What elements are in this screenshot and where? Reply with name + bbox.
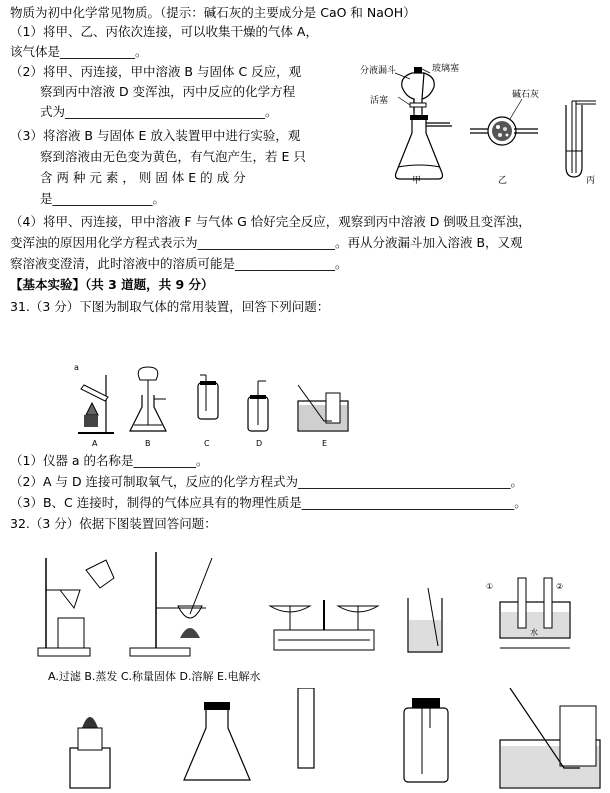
label-E: E [322, 439, 328, 448]
label-B: B [145, 439, 151, 448]
label-D: D [256, 439, 263, 448]
q3-line-4: 是________________。 [40, 191, 166, 206]
q1-line-1: （1）将甲、乙、丙依次连接，可以收集干燥的气体 A， [10, 24, 318, 39]
figure-gas-apparatus [70, 355, 360, 450]
q2-line-3: 式为________________________________。 [40, 104, 278, 119]
q3-line-3: 含 两 种 元 素 ， 则 固 体 E 的 成 分 [40, 170, 246, 185]
figure-operations [30, 548, 605, 668]
electrode-2-label: ② [556, 582, 564, 591]
label-yi: 乙 [498, 176, 508, 186]
label-bing: 丙 [586, 176, 596, 186]
q3-line-1: （3）将溶液 B 与固体 E 放入装置甲中进行实验，观 [10, 128, 301, 143]
section-heading: 【基本实验】（共 3 道题，共 9 分） [10, 277, 214, 292]
label-jia: 甲 [412, 176, 422, 186]
q32-title: 32.（3 分）依据下图装置回答问题： [10, 516, 217, 531]
q2-line-1: （2）将甲、丙连接，甲中溶液 B 与固体 C 反应，观 [10, 64, 302, 79]
label-A: A [92, 439, 98, 448]
stopper-label: 玻璃塞 [432, 64, 460, 74]
intro-line: 物质为初中化学常见物质。（提示：碱石灰的主要成分是 CaO 和 NaOH） [10, 5, 416, 20]
q4-line-3: 察溶液变澄清，此时溶液中的溶质可能是________________。 [10, 256, 348, 271]
operations-caption: A.过滤 B.蒸发 C.称量固体 D.溶解 E.电解水 [48, 670, 261, 683]
q4-line-1: （4）将甲、丙连接，甲中溶液 F 与气体 G 恰好完全反应，观察到丙中溶液 D 倒吸且变浑浊， [10, 214, 531, 229]
q31-part-2: （2）A 与 D 连接可制取氧气，反应的化学方程式为__________________________________。 [10, 474, 524, 489]
q3-line-2: 察到溶液由无色变为黄色，有气泡产生，若 E 只 [40, 149, 306, 164]
q31-title: 31.（3 分）下图为制取气体的常用装置，回答下列问题： [10, 299, 330, 314]
q4-line-2: 变浑浊的原因用化学方程式表示为______________________。再从分液漏斗加入溶液 B，又观 [10, 235, 523, 250]
q1-line-2: 该气体是____________。 [10, 44, 148, 59]
valve-label: 活塞 [370, 96, 389, 106]
q31-part-3: （3）B、C 连接时，制得的气体应具有的物理性质是__________________________________。 [10, 495, 527, 510]
figure-jia-yi-bing [340, 55, 610, 195]
funnel-label: 分液漏斗 [360, 66, 397, 76]
water-label: 水 [530, 628, 538, 637]
instrument-a-label: a [74, 363, 79, 372]
q2-line-2: 察到丙中溶液 D 变浑浊，丙中反应的化学方程 [40, 84, 296, 99]
q31-part-1: （1）仪器 a 的名称是__________。 [10, 453, 209, 468]
label-C: C [204, 439, 210, 448]
lime-label: 碱石灰 [512, 90, 540, 100]
figure-bottom-apparatus [60, 688, 605, 792]
electrode-1-label: ① [486, 582, 494, 591]
